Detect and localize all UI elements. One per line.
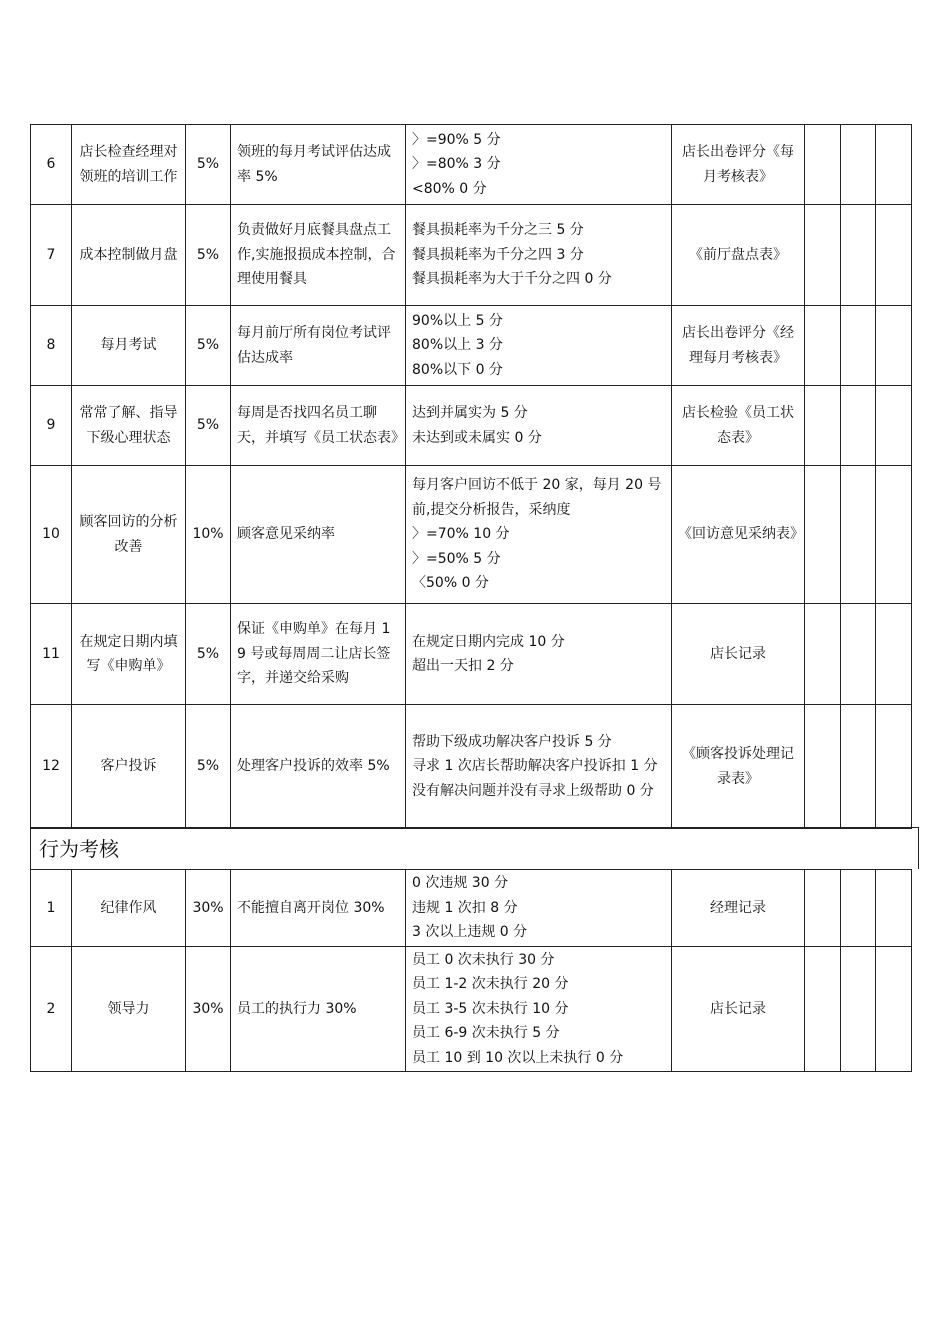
weight-cell: 5% — [186, 205, 231, 306]
row-number: 11 — [31, 604, 72, 705]
blank-cell — [805, 205, 841, 306]
weight-cell: 5% — [186, 604, 231, 705]
content-cell: 每月前厅所有岗位考试评估达成率 — [231, 306, 406, 386]
content-cell: 员工的执行力 30% — [231, 947, 406, 1072]
criteria-line: 〉=80% 3 分 — [412, 156, 501, 173]
item-name: 在规定日期内填写《申购单》 — [72, 604, 186, 705]
row-number: 8 — [31, 306, 72, 386]
table-row — [31, 125, 912, 205]
item-name: 每月考试 — [72, 306, 186, 386]
criteria-line: 每月客户回访不低于 20 家，每月 20 号前,提交分析报告，采纳度 — [412, 477, 662, 518]
blank-cell — [841, 125, 876, 205]
source-cell: 《顾客投诉处理记录表》 — [672, 705, 805, 829]
criteria-cell — [406, 947, 672, 1072]
criteria-line: 〉=50% 5 分 — [412, 550, 501, 567]
criteria-line: 80%以下 0 分 — [412, 361, 503, 378]
kpi-table-behavior — [30, 869, 912, 1072]
criteria-line: 〈50% 0 分 — [412, 575, 489, 592]
blank-cell — [805, 870, 841, 947]
table-row — [31, 386, 912, 466]
blank-cell — [805, 604, 841, 705]
row-number: 9 — [31, 386, 72, 466]
weight-cell: 30% — [186, 947, 231, 1072]
criteria-line: 没有解决问题并没有寻求上级帮助 0 分 — [412, 782, 654, 799]
criteria-line: 〉=90% 5 分 — [412, 131, 501, 148]
section-header — [30, 827, 919, 869]
criteria-line: 帮助下级成功解决客户投诉 5 分 — [412, 733, 612, 750]
blank-cell — [876, 604, 912, 705]
source-cell: 店长记录 — [672, 604, 805, 705]
criteria-line: 员工 6-9 次未执行 5 分 — [412, 1025, 560, 1042]
blank-cell — [876, 386, 912, 466]
table-row — [31, 947, 912, 1072]
blank-cell — [805, 125, 841, 205]
criteria-line: 员工 1-2 次未执行 20 分 — [412, 976, 569, 993]
blank-cell — [876, 705, 912, 829]
source-cell: 店长记录 — [672, 947, 805, 1072]
content-cell: 顾客意见采纳率 — [231, 466, 406, 604]
blank-cell — [841, 205, 876, 306]
blank-cell — [876, 205, 912, 306]
table-row — [31, 466, 912, 604]
blank-cell — [876, 870, 912, 947]
table-row — [31, 870, 912, 947]
content-cell: 每周是否找四名员工聊天，并填写《员工状态表》 — [231, 386, 406, 466]
blank-cell — [805, 306, 841, 386]
blank-cell — [805, 466, 841, 604]
weight-cell: 10% — [186, 466, 231, 604]
source-cell: 店长出卷评分《经理每月考核表》 — [672, 306, 805, 386]
weight-cell: 5% — [186, 306, 231, 386]
item-name: 顾客回访的分析改善 — [72, 466, 186, 604]
blank-cell — [876, 947, 912, 1072]
section-title: 行为考核 — [39, 837, 119, 861]
criteria-cell — [406, 870, 672, 947]
criteria-cell — [406, 386, 672, 466]
row-number: 2 — [31, 947, 72, 1072]
source-cell: 店长出卷评分《每月考核表》 — [672, 125, 805, 205]
table-row — [31, 306, 912, 386]
blank-cell — [805, 947, 841, 1072]
item-name: 领导力 — [72, 947, 186, 1072]
source-cell: 《前厅盘点表》 — [672, 205, 805, 306]
criteria-line: 餐具损耗率为千分之三 5 分 — [412, 222, 584, 239]
criteria-line: 〉=70% 10 分 — [412, 526, 510, 543]
criteria-line: 员工 10 到 10 次以上未执行 0 分 — [412, 1049, 624, 1066]
item-name: 成本控制做月盘 — [72, 205, 186, 306]
item-name: 店长检查经理对领班的培训工作 — [72, 125, 186, 205]
weight-cell: 30% — [186, 870, 231, 947]
item-name: 纪律作风 — [72, 870, 186, 947]
weight-cell: 5% — [186, 705, 231, 829]
criteria-line: 90%以上 5 分 — [412, 312, 503, 329]
criteria-line: 80%以上 3 分 — [412, 337, 503, 354]
criteria-line: 在规定日期内完成 10 分 — [412, 633, 565, 650]
blank-cell — [841, 705, 876, 829]
content-cell: 领班的每月考试评估达成率 5% — [231, 125, 406, 205]
blank-cell — [841, 466, 876, 604]
content-cell: 处理客户投诉的效率 5% — [231, 705, 406, 829]
item-name: 常常了解、指导下级心理状态 — [72, 386, 186, 466]
blank-cell — [841, 947, 876, 1072]
weight-cell: 5% — [186, 125, 231, 205]
blank-cell — [841, 306, 876, 386]
criteria-line: 寻求 1 次店长帮助解决客户投诉扣 1 分 — [412, 758, 658, 775]
row-number: 12 — [31, 705, 72, 829]
content-cell: 保证《申购单》在每月 19 号或每周周二让店长签字，并递交给采购 — [231, 604, 406, 705]
table-row — [31, 705, 912, 829]
criteria-line: 餐具损耗率为大于千分之四 0 分 — [412, 271, 612, 288]
blank-cell — [805, 705, 841, 829]
criteria-line: 员工 3-5 次未执行 10 分 — [412, 1000, 569, 1017]
row-number: 6 — [31, 125, 72, 205]
row-number: 10 — [31, 466, 72, 604]
criteria-line: 违规 1 次扣 8 分 — [412, 899, 518, 916]
kpi-table-upper — [30, 124, 912, 829]
content-cell: 不能擅自离开岗位 30% — [231, 870, 406, 947]
criteria-line: 达到并属实为 5 分 — [412, 405, 528, 421]
criteria-line: 3 次以上违规 0 分 — [412, 924, 528, 941]
table-row — [31, 205, 912, 306]
blank-cell — [876, 466, 912, 604]
criteria-line: <80% 0 分 — [412, 180, 487, 197]
blank-cell — [841, 870, 876, 947]
criteria-cell — [406, 125, 672, 205]
criteria-cell — [406, 205, 672, 306]
item-name: 客户投诉 — [72, 705, 186, 829]
criteria-cell — [406, 705, 672, 829]
criteria-line: 未达到或未属实 0 分 — [412, 429, 542, 446]
source-cell: 《回访意见采纳表》 — [672, 466, 805, 604]
criteria-line: 餐具损耗率为千分之四 3 分 — [412, 246, 584, 263]
blank-cell — [876, 125, 912, 205]
source-cell: 店长检验《员工状态表》 — [672, 386, 805, 466]
criteria-line: 0 次违规 30 分 — [412, 875, 509, 892]
blank-cell — [841, 604, 876, 705]
criteria-cell — [406, 604, 672, 705]
criteria-cell — [406, 466, 672, 604]
criteria-line: 超出一天扣 2 分 — [412, 658, 514, 674]
table-row — [31, 604, 912, 705]
criteria-line: 员工 0 次未执行 30 分 — [412, 951, 555, 968]
source-cell: 经理记录 — [672, 870, 805, 947]
blank-cell — [841, 386, 876, 466]
blank-cell — [805, 386, 841, 466]
row-number: 1 — [31, 870, 72, 947]
content-cell: 负责做好月底餐具盘点工作,实施报损成本控制，合理使用餐具 — [231, 205, 406, 306]
weight-cell: 5% — [186, 386, 231, 466]
criteria-cell — [406, 306, 672, 386]
row-number: 7 — [31, 205, 72, 306]
blank-cell — [876, 306, 912, 386]
